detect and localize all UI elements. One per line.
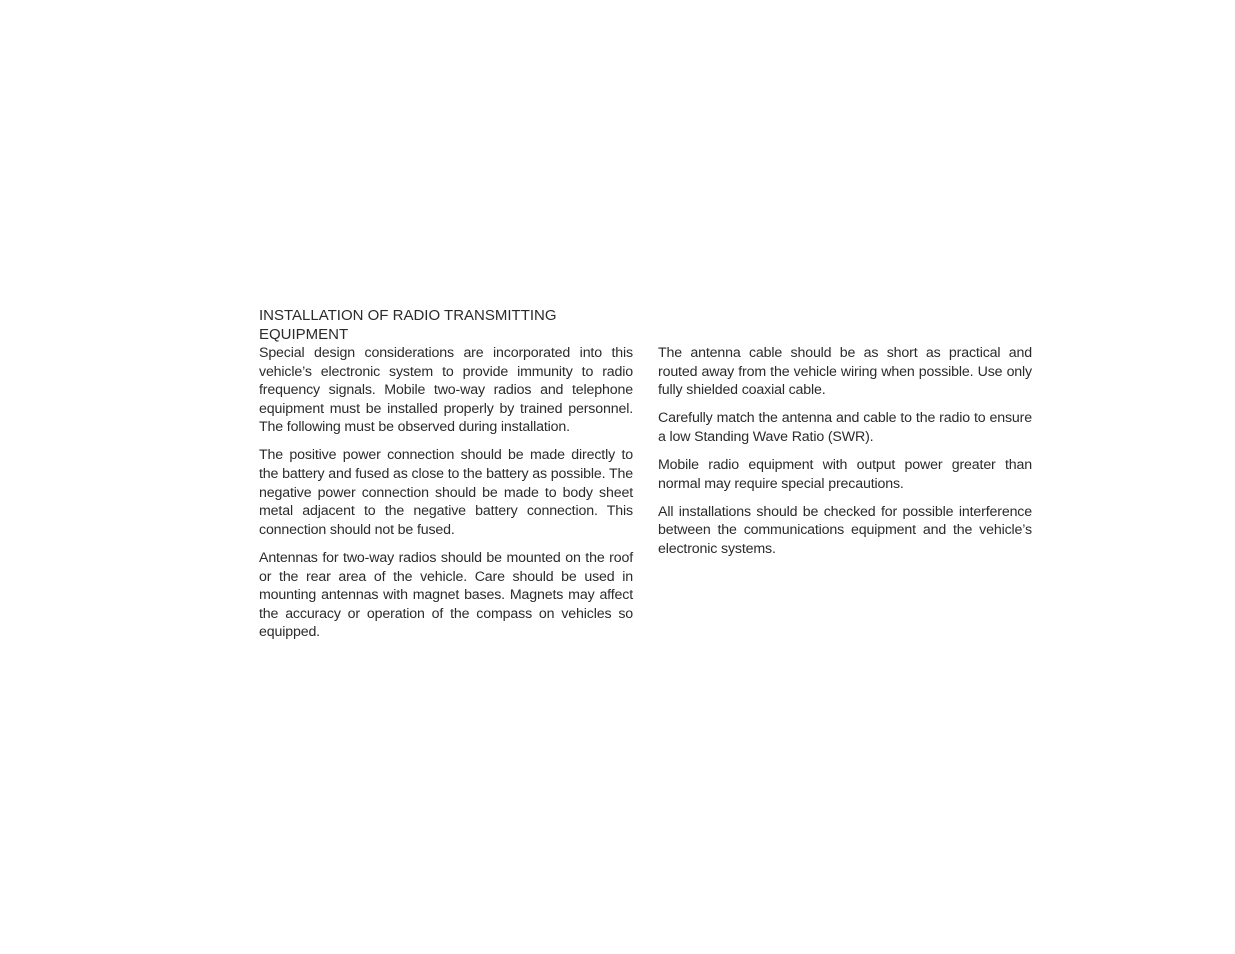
- right-column: [658, 344, 1032, 568]
- paragraph-swr: Carefully match the antenna and cable to the radio to ensure a low Standing Wave Ratio (SWR).: [658, 410, 1032, 445]
- paragraph-antenna-cable: The antenna cable should be as short as practical and routed away from the vehicle wiring when possible. Use only fully shielded coaxial cable.: [658, 345, 1032, 399]
- left-column: [259, 306, 633, 651]
- paragraph-immunity: Special design considerations are incorporated into this vehicle’s electronic system to provide immunity to radio frequency signals. Mobile two-way radios and telephone equipment must be installed properly by trained personnel. The following must be observed during installation.: [259, 345, 633, 436]
- paragraph-power-connection: The positive power connection should be made directly to the battery and fused as close to the battery as possible. The negative power connection should be made to body sheet metal adjacent to the negative battery connection. This connection should not be fused.: [259, 447, 633, 538]
- paragraph-antenna-mounting: Antennas for two-way radios should be mounted on the roof or the rear area of the vehicle. Care should be used in mounting antennas with magnet bases. Magnets may affect the accuracy or operation of the compass on vehicles so equipped.: [259, 549, 633, 641]
- section-heading: INSTALLATION OF RADIO TRANSMITTING EQUIPMENT: [259, 307, 557, 343]
- paragraph-output-power: Mobile radio equipment with output power greater than normal may require special precautions.: [658, 456, 1032, 492]
- paragraph-interference: All installations should be checked for possible interference between the communications equipment and the vehicle’s electronic systems.: [658, 503, 1032, 557]
